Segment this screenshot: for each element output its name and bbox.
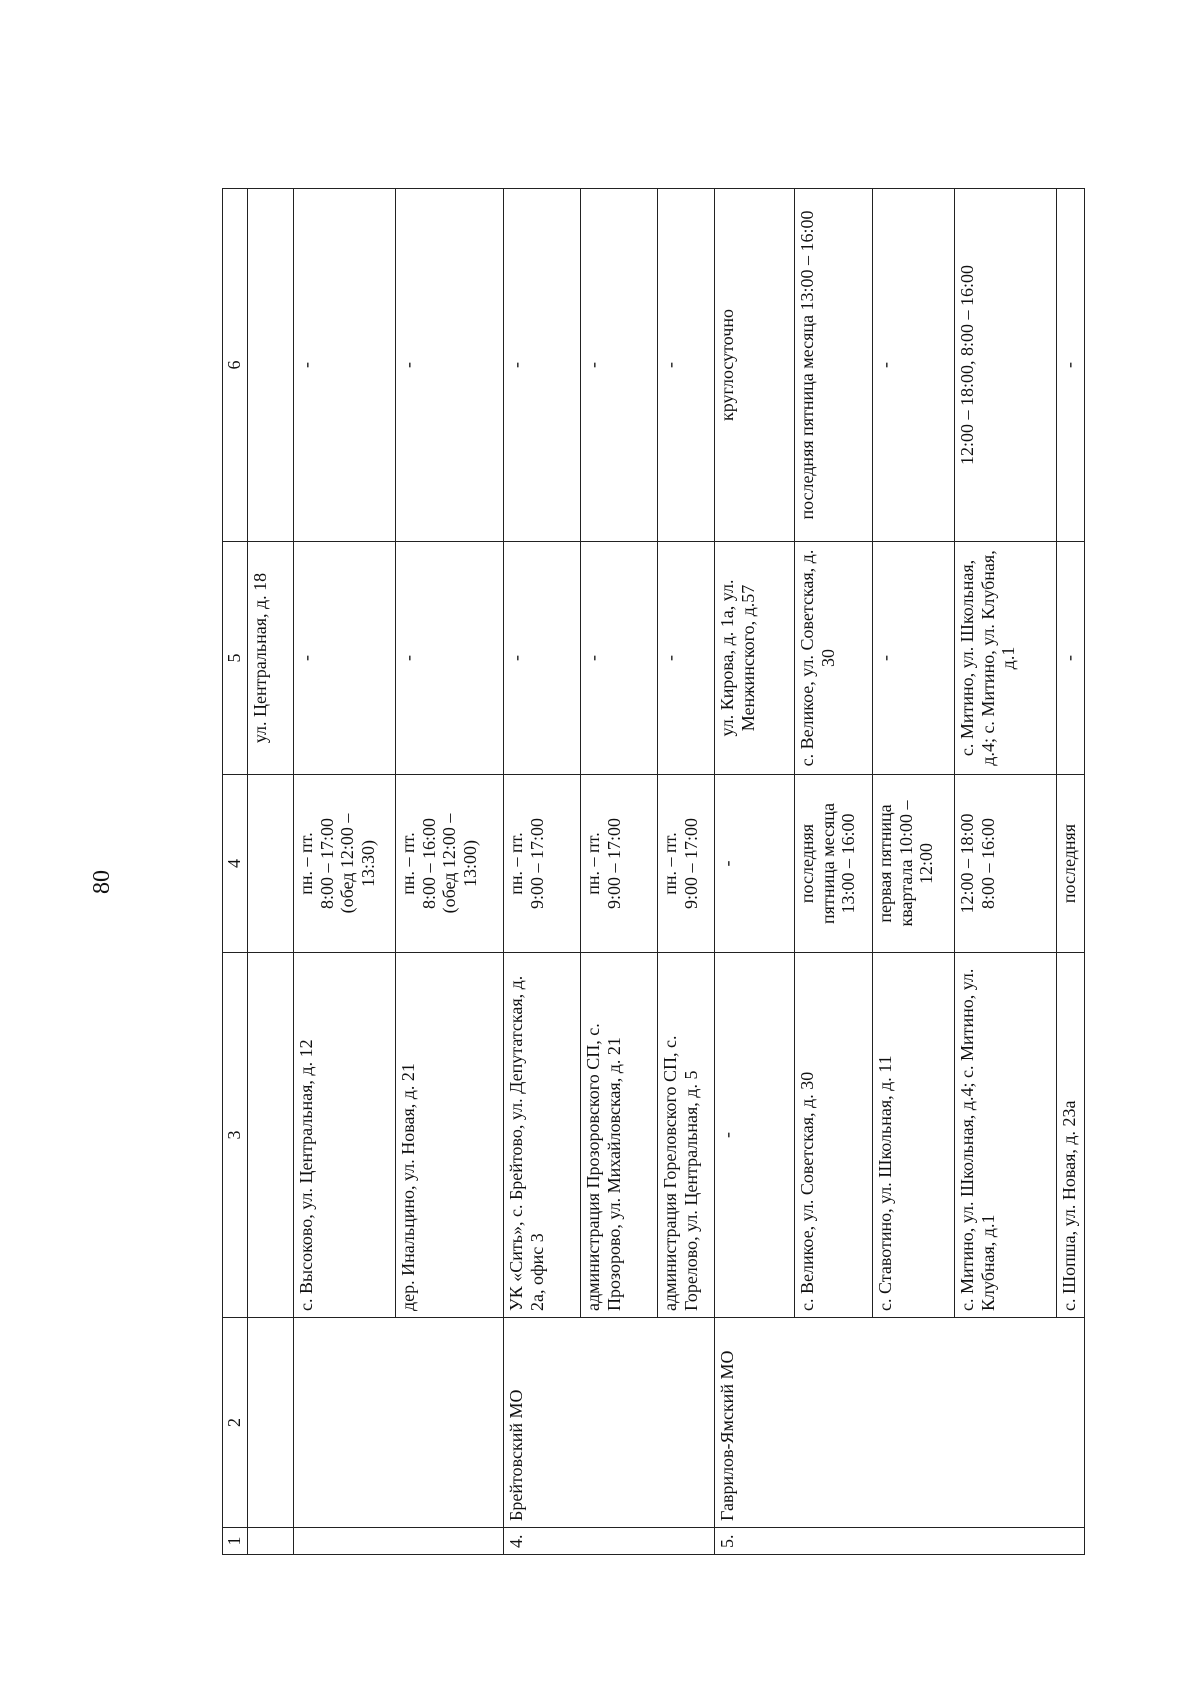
- hours-cell: -: [581, 189, 658, 542]
- address-cell: -: [504, 542, 581, 775]
- schedule-line: 13:30): [358, 840, 379, 887]
- address-cell: -: [294, 542, 396, 775]
- location-cell: с. Ставотино, ул. Школьная, д. 11: [873, 953, 955, 1318]
- address-cell: -: [1057, 542, 1085, 775]
- schedule-line: (обед 12:00 –: [337, 813, 358, 914]
- hours-cell: последняя пятница месяца 13:00 – 16:00: [795, 189, 873, 542]
- hours-cell: 12:00 – 18:00, 8:00 – 16:00: [955, 189, 1057, 542]
- location-cell: -: [715, 953, 795, 1318]
- location-cell: с. Высоково, ул. Центральная, д. 12: [294, 953, 396, 1318]
- hours-cell: -: [658, 189, 715, 542]
- schedule-line: пн. – пт.: [398, 832, 418, 895]
- schedule-line: 9:00 – 17:00: [603, 818, 624, 910]
- location-cell: УК «Сить», с. Брейтово, ул. Депутатская, д. 2а, офис 3: [504, 953, 581, 1318]
- schedule-cell: [1057, 775, 1085, 953]
- header-row: [223, 189, 248, 1555]
- schedule-line: последняя: [1059, 823, 1079, 904]
- table-row: [715, 189, 795, 1555]
- schedule-line: 12:00 – 18:00: [957, 813, 977, 914]
- rotated-table-wrapper: [222, 189, 1130, 1555]
- schedule-line: пн. – пт.: [296, 832, 316, 895]
- location-cell: с. Шопша, ул. Новая, д. 23а: [1057, 953, 1085, 1318]
- schedule-line: пн. – пт.: [583, 832, 603, 895]
- schedule-line: пятница месяца: [817, 803, 838, 924]
- schedule-line: квартала 10:00 –: [895, 800, 916, 927]
- address-cell: ул. Кирова, д. 1а, ул. Менжинского, д.57: [715, 542, 795, 775]
- hours-cell: -: [396, 189, 504, 542]
- address-cell: -: [396, 542, 504, 775]
- address-cell: -: [581, 542, 658, 775]
- address-cell: -: [873, 542, 955, 775]
- header-cell: 3: [223, 953, 248, 1318]
- municipality-cell: [294, 1318, 504, 1528]
- header-cell: 1: [223, 1528, 248, 1555]
- header-cell: 5: [223, 542, 248, 775]
- hours-cell: -: [1057, 189, 1085, 542]
- header-cell: 4: [223, 775, 248, 953]
- schedule-line: (обед 12:00 –: [439, 813, 460, 914]
- schedule-cell: [795, 775, 873, 953]
- location-cell: дер. Инальцино, ул. Новая, д. 21: [396, 953, 504, 1318]
- schedule-line: 8:00 – 17:00: [316, 818, 337, 910]
- schedule-line: 9:00 – 17:00: [526, 818, 547, 910]
- schedule-line: пн. – пт.: [660, 832, 680, 895]
- schedule-line: последняя: [797, 823, 817, 904]
- hours-cell: -: [504, 189, 581, 542]
- location-cell: администрация Гореловского СП, с. Горелово, ул. Центральная, д. 5: [658, 953, 715, 1318]
- row-number-cell: 5.: [715, 1528, 1085, 1555]
- schedule-line: пн. – пт.: [506, 832, 526, 895]
- schedule-cell: [873, 775, 955, 953]
- schedule-cell: [658, 775, 715, 953]
- schedule-line: первая пятница: [875, 804, 895, 923]
- location-cell: администрация Прозоровского СП, с. Прозорово, ул. Михайловская, д. 21: [581, 953, 658, 1318]
- municipality-cell: Гаврилов-Ямский МО: [715, 1318, 1085, 1528]
- row-number-cell: [294, 1528, 504, 1555]
- address-cell: с. Великое, ул. Советская, д. 30: [795, 542, 873, 775]
- schedule-line: 9:00 – 17:00: [680, 818, 701, 910]
- schedule-line: -: [717, 860, 737, 867]
- location-cell: с. Великое, ул. Советская, д. 30: [795, 953, 873, 1318]
- schedule-line: 8:00 – 16:00: [977, 818, 998, 910]
- schedule-cell: [955, 775, 1057, 953]
- hours-cell: -: [873, 189, 955, 542]
- table-row: [504, 189, 581, 1555]
- schedule-line: 13:00 – 16:00: [838, 813, 859, 914]
- hours-cell: -: [294, 189, 396, 542]
- page-number: 80: [89, 870, 115, 894]
- header-cell: 2: [223, 1318, 248, 1528]
- schedule-cell: [504, 775, 581, 953]
- address-cell: с. Митино, ул. Школьная, д.4; с. Митино, ул. Клубная, д.1: [955, 542, 1057, 775]
- municipality-cell: Брейтовский МО: [504, 1318, 715, 1528]
- schedule-cell: [715, 775, 795, 953]
- schedule-cell: [294, 775, 396, 953]
- continuation-address-cell: ул. Центральная, д. 18: [248, 542, 294, 775]
- schedule-line: 12:00: [916, 843, 937, 885]
- address-cell: -: [658, 542, 715, 775]
- schedule-line: 8:00 – 16:00: [418, 818, 439, 910]
- header-cell: 6: [223, 189, 248, 542]
- row-number-cell: 4.: [504, 1528, 715, 1555]
- table-row: [294, 189, 396, 1555]
- hours-cell: круглосуточно: [715, 189, 795, 542]
- schedule-cell: [581, 775, 658, 953]
- schedule-table: [222, 188, 1085, 1555]
- schedule-line: 13:00): [460, 840, 481, 887]
- continuation-row: [248, 189, 294, 1555]
- location-cell: с. Митино, ул. Школьная, д.4; с. Митино, ул. Клубная, д.1: [955, 953, 1057, 1318]
- schedule-cell: [396, 775, 504, 953]
